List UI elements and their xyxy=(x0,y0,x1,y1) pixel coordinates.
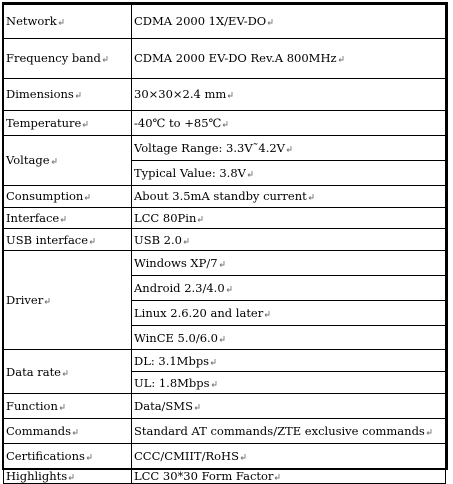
return-arrow-icon xyxy=(89,238,95,245)
spec-value-cell xyxy=(132,207,446,229)
return-arrow-icon xyxy=(62,370,68,377)
spec-label: Network xyxy=(6,14,57,29)
spec-value: About 3.5mA standby current xyxy=(134,189,307,204)
spec-label-cell xyxy=(4,443,132,468)
spec-value: Data/SMS xyxy=(134,398,193,413)
return-arrow-icon xyxy=(58,19,64,26)
return-arrow-icon xyxy=(426,429,432,436)
spec-value-cell xyxy=(132,325,446,350)
spec-label: Frequency band xyxy=(6,51,101,66)
return-arrow-icon xyxy=(194,404,200,411)
spec-value-cell xyxy=(132,250,446,275)
spec-value: CDMA 2000 EV-DO Rev.A 800MHz xyxy=(134,51,337,66)
spec-label: Consumption xyxy=(6,189,84,204)
spec-value: -40℃ to +85℃ xyxy=(134,116,222,131)
return-arrow-icon xyxy=(308,194,314,201)
spec-label-cell xyxy=(4,111,132,136)
spec-label: Driver xyxy=(6,293,44,308)
spec-label-cell xyxy=(4,207,132,229)
return-arrow-icon xyxy=(286,146,292,153)
spec-label-cell xyxy=(4,136,132,186)
return-arrow-icon xyxy=(197,216,203,223)
spec-value-cell xyxy=(132,300,446,325)
table-row xyxy=(4,229,446,251)
return-arrow-icon xyxy=(267,19,273,26)
return-arrow-icon xyxy=(183,238,189,245)
spec-value: USB 2.0 xyxy=(134,232,182,247)
spec-value: Linux 2.6.20 and later xyxy=(134,305,264,320)
spec-label: Highlights xyxy=(6,468,68,483)
spec-value-cell xyxy=(132,78,446,111)
spec-value: Windows XP/7 xyxy=(134,255,218,270)
spec-label: USB interface xyxy=(6,232,89,247)
spec-label-cell xyxy=(4,250,132,350)
table-row xyxy=(4,350,446,372)
spec-label: Function xyxy=(6,398,58,413)
spec-label-cell xyxy=(4,38,132,78)
return-arrow-icon xyxy=(219,336,225,343)
spec-label-cell xyxy=(4,393,132,418)
return-arrow-icon xyxy=(86,454,92,461)
spec-value: 30×30×2.4 mm xyxy=(134,87,227,102)
return-arrow-icon xyxy=(222,121,228,128)
spec-label: Interface xyxy=(6,210,60,225)
return-arrow-icon xyxy=(210,359,216,366)
table-row xyxy=(4,443,446,468)
spec-sheet xyxy=(2,2,448,483)
return-arrow-icon xyxy=(338,56,344,63)
return-arrow-icon xyxy=(84,194,90,201)
table-row xyxy=(4,38,446,78)
spec-value-cell xyxy=(132,372,446,394)
spec-label: Data rate xyxy=(6,364,61,379)
spec-value-cell xyxy=(132,111,446,136)
return-arrow-icon xyxy=(82,121,88,128)
table-row xyxy=(4,185,446,207)
table-row xyxy=(4,111,446,136)
spec-value-cell xyxy=(132,393,446,418)
return-arrow-icon xyxy=(44,298,50,305)
spec-value-cell xyxy=(132,160,446,185)
spec-label-cell xyxy=(4,468,132,483)
table-row xyxy=(4,393,446,418)
spec-value: Android 2.3/4.0 xyxy=(134,280,225,295)
return-arrow-icon xyxy=(264,311,270,318)
spec-value: CDMA 2000 1X/EV-DO xyxy=(134,14,267,29)
spec-value: Typical Value: 3.8V xyxy=(134,165,246,180)
spec-value: Standard AT commands/ZTE exclusive commands xyxy=(134,423,425,438)
spec-value-cell xyxy=(132,38,446,78)
return-arrow-icon xyxy=(227,92,233,99)
spec-value: LCC 80Pin xyxy=(134,210,197,225)
table-row xyxy=(4,78,446,111)
return-arrow-icon xyxy=(60,216,66,223)
return-arrow-icon xyxy=(59,404,65,411)
spec-value-cell xyxy=(132,5,446,39)
table-row xyxy=(4,207,446,229)
spec-value: CCC/CMIIT/RoHS xyxy=(134,448,239,463)
spec-label: Dimensions xyxy=(6,87,74,102)
spec-value: Voltage Range: 3.3V˜4.2V xyxy=(134,141,285,156)
spec-label: Commands xyxy=(6,423,72,438)
specification-table xyxy=(3,4,446,484)
spec-value-cell xyxy=(132,229,446,251)
spec-value-cell xyxy=(132,350,446,372)
return-arrow-icon xyxy=(68,474,74,481)
table-row xyxy=(4,136,446,161)
spec-label-cell xyxy=(4,229,132,251)
spec-value: DL: 3.1Mbps xyxy=(134,353,210,368)
return-arrow-icon xyxy=(72,429,78,436)
table-row xyxy=(4,250,446,275)
table-row xyxy=(4,5,446,39)
spec-value: WinCE 5.0/6.0 xyxy=(134,330,219,345)
return-arrow-icon xyxy=(75,92,81,99)
spec-label: Certifications xyxy=(6,448,85,463)
spec-value-cell xyxy=(132,275,446,300)
return-arrow-icon xyxy=(211,381,217,388)
spec-value-cell xyxy=(132,185,446,207)
spec-label-cell xyxy=(4,350,132,393)
return-arrow-icon xyxy=(247,171,253,178)
spec-value: LCC 30*30 Form Factor xyxy=(134,468,274,483)
return-arrow-icon xyxy=(226,286,232,293)
return-arrow-icon xyxy=(219,261,225,268)
spec-value-cell xyxy=(132,418,446,443)
return-arrow-icon xyxy=(102,56,108,63)
spec-value-cell xyxy=(132,136,446,161)
spec-value-cell xyxy=(132,468,446,483)
table-row xyxy=(4,468,446,483)
spec-label-cell xyxy=(4,418,132,443)
spec-label-cell xyxy=(4,5,132,39)
spec-value-cell xyxy=(132,443,446,468)
spec-label: Voltage xyxy=(6,153,50,168)
return-arrow-icon xyxy=(274,474,280,481)
spec-label-cell xyxy=(4,78,132,111)
return-arrow-icon xyxy=(240,454,246,461)
spec-label: Temperature xyxy=(6,116,82,131)
spec-label-cell xyxy=(4,185,132,207)
table-row xyxy=(4,418,446,443)
specification-table-body xyxy=(4,5,446,484)
return-arrow-icon xyxy=(51,158,57,165)
spec-value: UL: 1.8Mbps xyxy=(134,375,210,390)
